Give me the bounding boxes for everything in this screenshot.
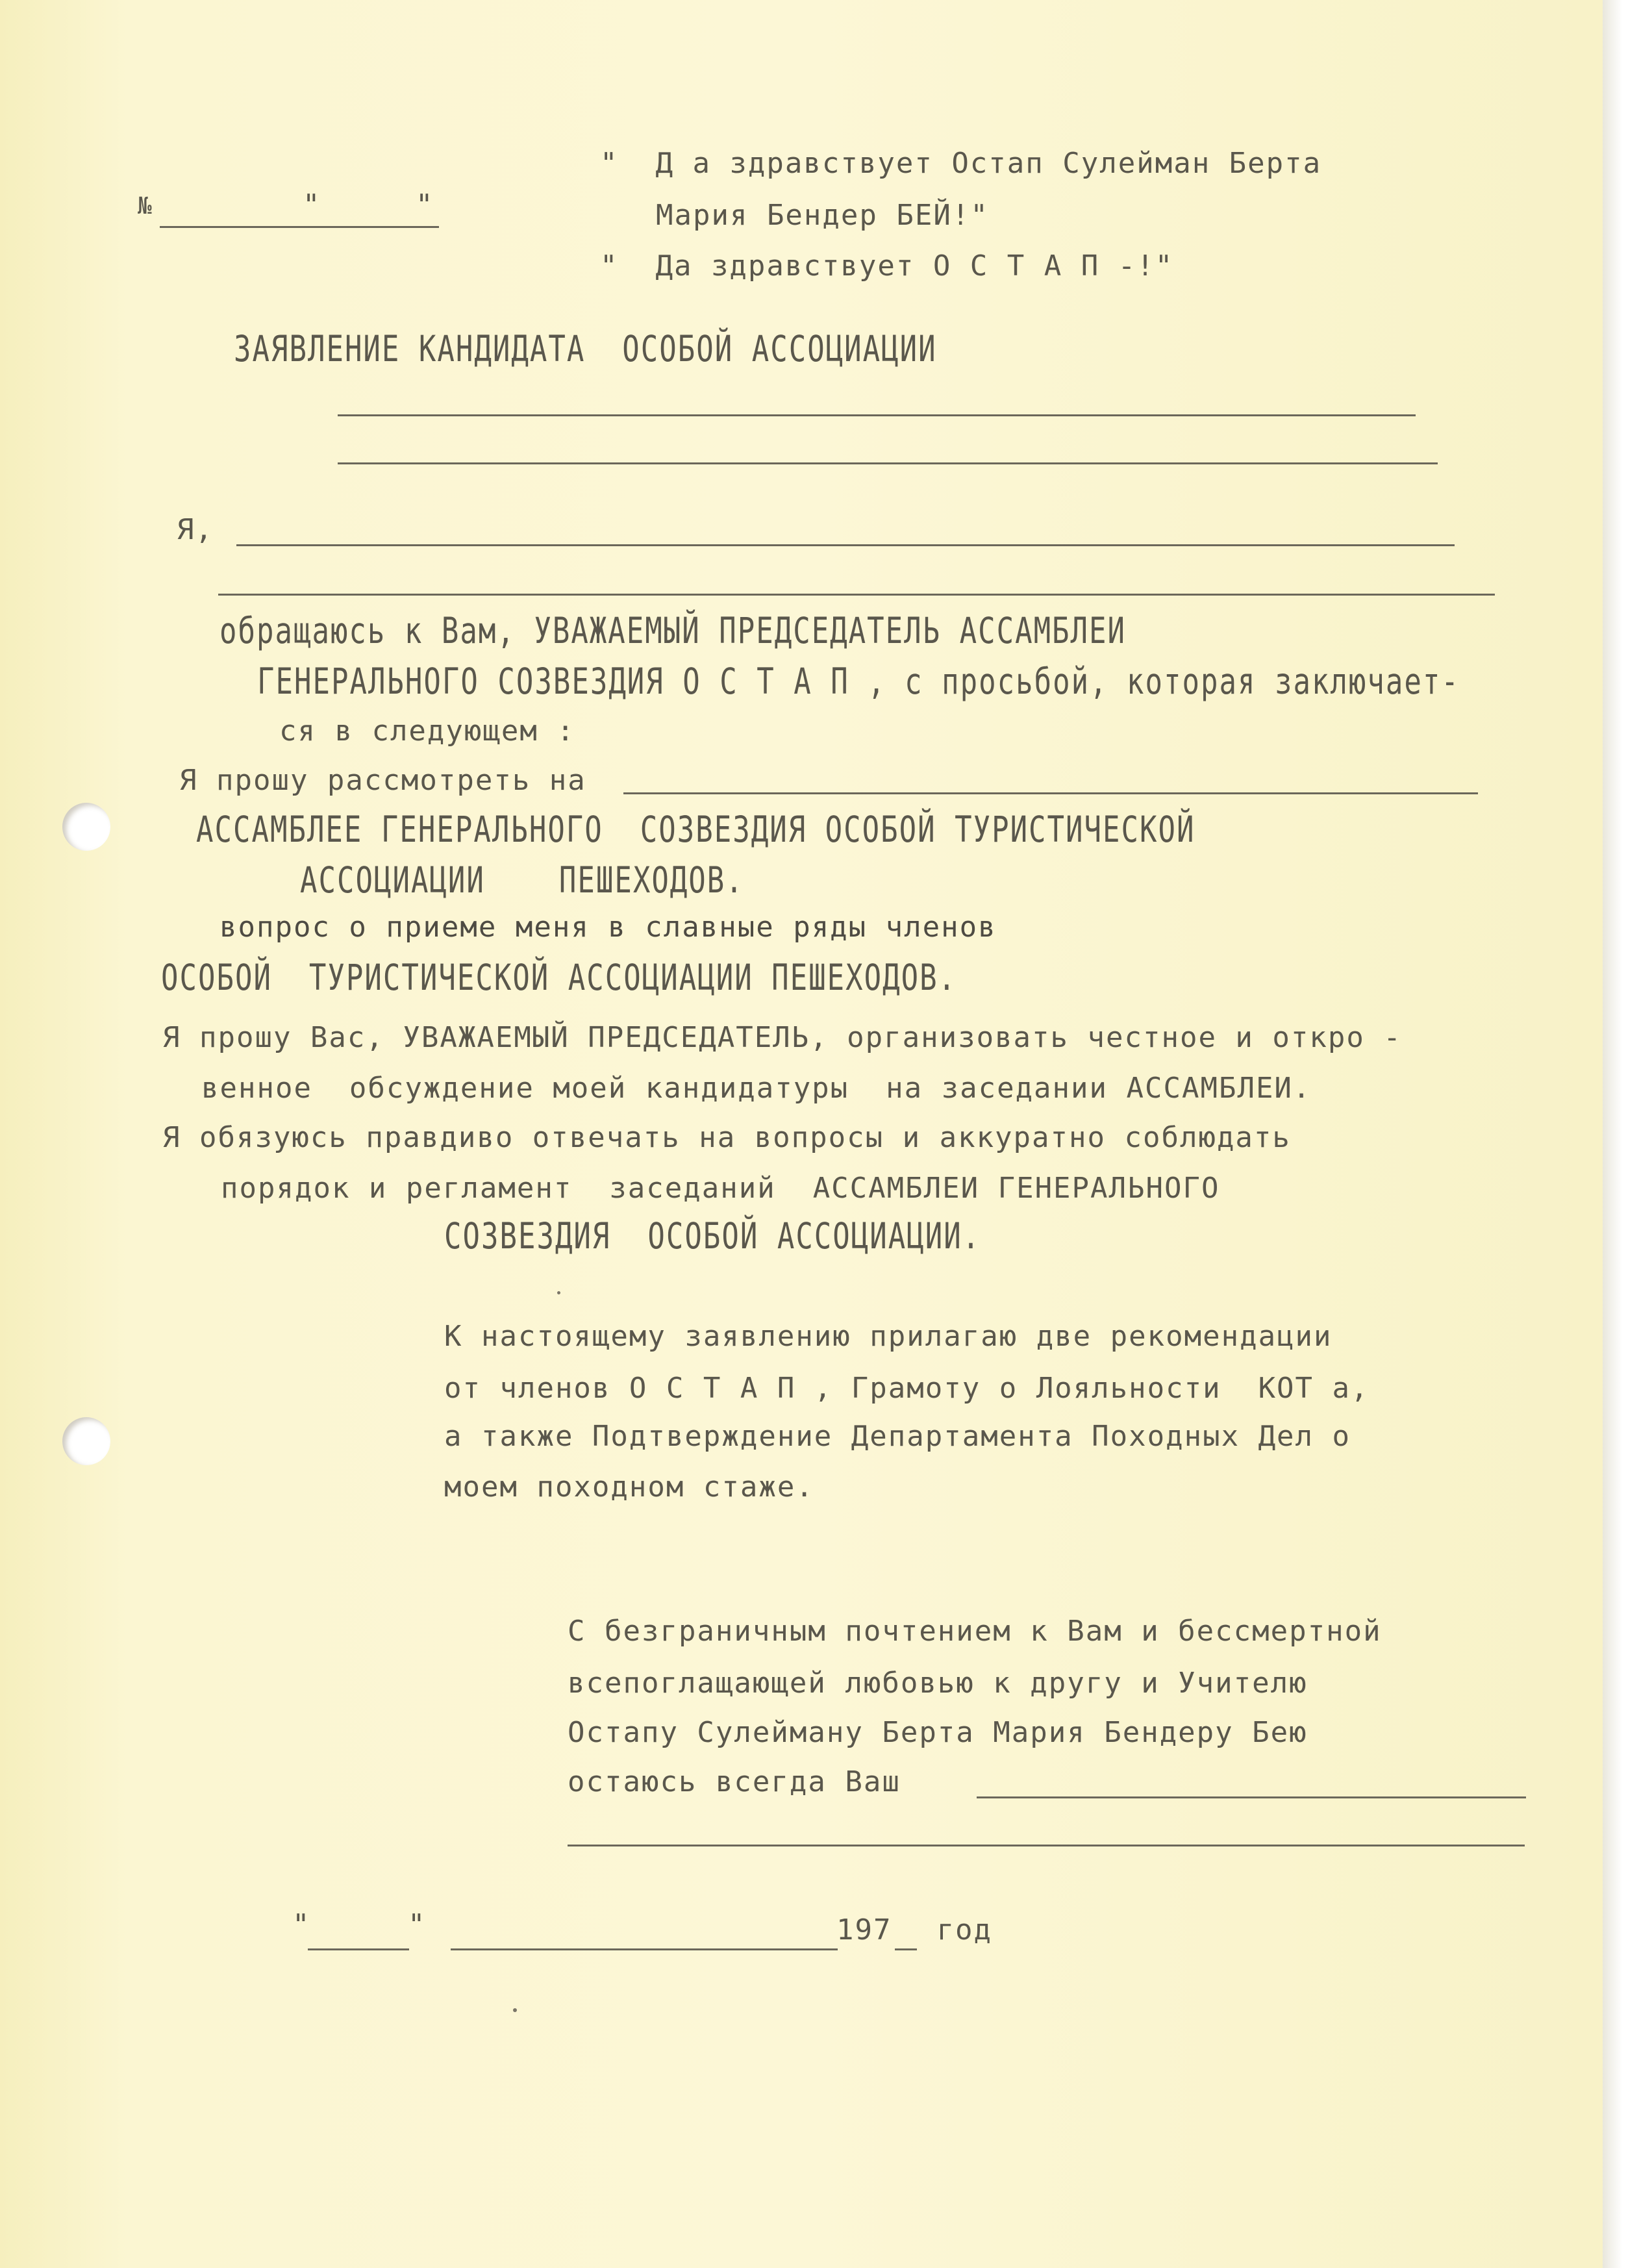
date-year-suffix: год (918, 1913, 992, 1947)
scan-edge (1603, 0, 1652, 2268)
applicant-name-line-2 (218, 594, 1495, 596)
paragraph-4-line-1: Я обязуюсь правдиво отвечать на вопросы и аккуратно соблюдать (162, 1121, 1291, 1154)
closing-line-2: всепоглащающей любовью к другу и Учителю (568, 1667, 1308, 1700)
date-year-line (895, 1948, 917, 1950)
paragraph-5-line-2: от членов О С Т А П , Грамоту о Лояльности КОТ а, (444, 1372, 1370, 1405)
number-quote-open: " (303, 188, 321, 221)
title-underline-2 (338, 462, 1438, 464)
signature-line (977, 1796, 1526, 1798)
closing-line-3: Остапу Сулейману Берта Мария Бендеру Бею (568, 1716, 1308, 1749)
title-underline-1 (338, 414, 1416, 416)
paragraph-4-line-3: СОЗВЕЗДИЯ ОСОБОЙ АССОЦИАЦИИ. (444, 1216, 981, 1257)
applicant-prefix: Я, (177, 513, 214, 546)
paragraph-2-line-3: АССОЦИАЦИИ ПЕШЕХОДОВ. (300, 860, 744, 901)
number-sign: № (138, 193, 153, 220)
paragraph-1-line-1: обращаюсь к Вам, УВАЖАЕМЫЙ ПРЕДСЕДАТЕЛЬ АССАМБЛЕИ (219, 611, 1127, 652)
date-quote-close: " (408, 1908, 427, 1941)
slogan-line-1: " Д а здравствует Остап Сулейман Берта (600, 147, 1322, 180)
signature-line-2 (568, 1845, 1525, 1846)
slogan-line-2: Мария Бендер БЕЙ!" (656, 199, 989, 232)
document-title: ЗАЯВЛЕНИЕ КАНДИДАТА ОСОБОЙ АССОЦИАЦИИ (234, 329, 937, 370)
paragraph-5-line-1: К настоящему заявлению прилагаю две рекомендации (444, 1320, 1333, 1353)
date-month-line (451, 1948, 838, 1950)
paragraph-2-line-5: ОСОБОЙ ТУРИСТИЧЕСКОЙ АССОЦИАЦИИ ПЕШЕХОДОВ. (161, 957, 957, 999)
number-field-line (160, 226, 439, 228)
applicant-name-line-1 (236, 544, 1455, 546)
number-quote-close: " (416, 188, 434, 221)
paper-speck (513, 2008, 517, 2012)
paper-speck (557, 1291, 560, 1294)
paragraph-3-line-1: Я прошу Вас, УВАЖАЕМЫЙ ПРЕДСЕДАТЕЛЬ, организовать честное и откро - (162, 1021, 1402, 1054)
assembly-field-line (623, 792, 1478, 794)
closing-line-4: остаюсь всегда Ваш (568, 1765, 901, 1798)
date-year-prefix: 197 (836, 1913, 892, 1947)
slogan-line-3: " Да здравствует О С Т А П -!" (600, 249, 1174, 283)
punch-hole-bottom (62, 1417, 110, 1465)
date-quote-open: " (292, 1908, 311, 1941)
paragraph-5-line-3: а также Подтверждение Департамента Походных Дел о (444, 1420, 1351, 1453)
paragraph-5-line-4: моем походном стаже. (444, 1470, 814, 1504)
paragraph-3-line-2: венное обсуждение моей кандидатуры на заседании АССАМБЛЕИ. (201, 1072, 1312, 1105)
paragraph-2-line-1: Я прошу рассмотреть на (179, 764, 586, 797)
paragraph-1-line-3: ся в следующем : (279, 714, 575, 748)
paragraph-2-line-2: АССАМБЛЕЕ ГЕНЕРАЛЬНОГО СОЗВЕЗДИЯ ОСОБОЙ ТУРИСТИЧЕСКОЙ (196, 809, 1195, 851)
punch-hole-top (62, 803, 110, 851)
paragraph-1-line-2: ГЕНЕРАЛЬНОГО СОЗВЕЗДИЯ О С Т А П , с просьбой, которая заключает- (257, 661, 1460, 703)
date-day-line (308, 1948, 409, 1950)
paragraph-2-line-4: вопрос о приеме меня в славные ряды членов (219, 911, 997, 944)
paragraph-4-line-2: порядок и регламент заседаний АССАМБЛЕИ ГЕНЕРАЛЬНОГО (221, 1172, 1220, 1205)
closing-line-1: С безграничным почтением к Вам и бессмертной (568, 1615, 1382, 1648)
